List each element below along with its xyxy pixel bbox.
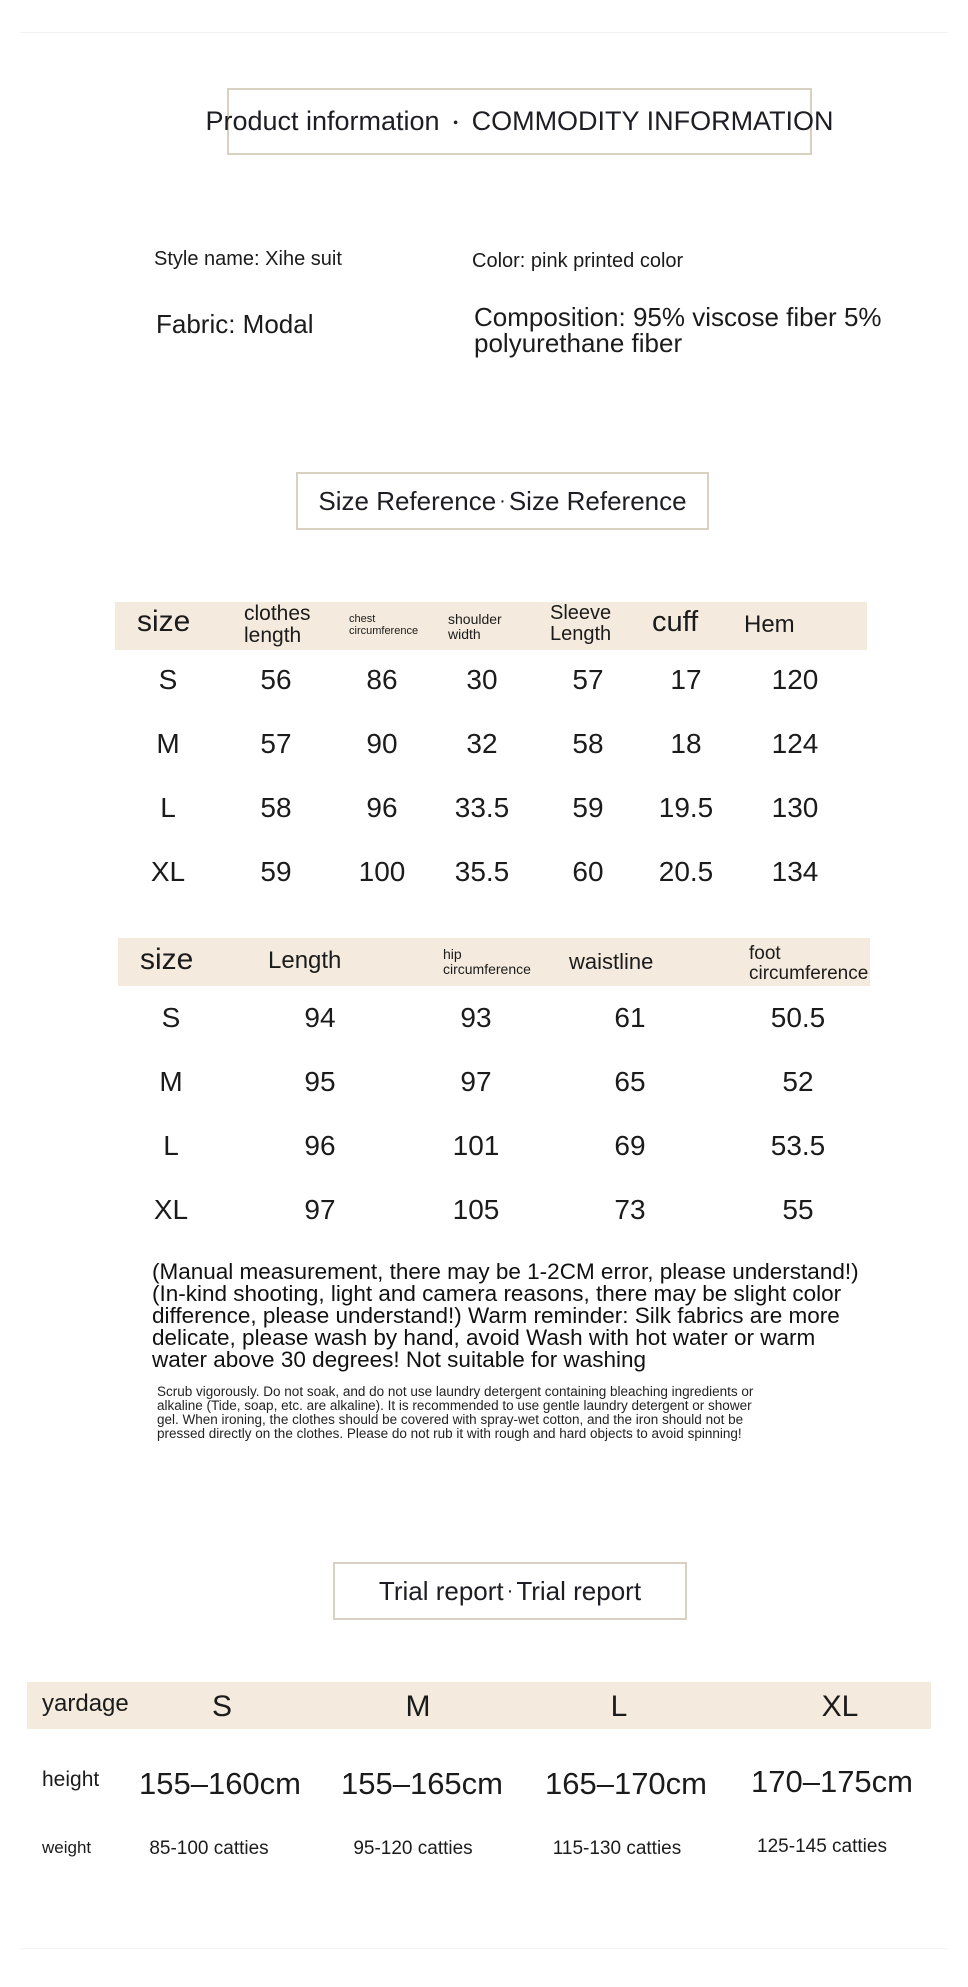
top-divider — [20, 32, 948, 33]
bottom-table-cell: 93 — [460, 1002, 492, 1033]
height-label: height — [42, 1768, 100, 1791]
top-header-size: size — [137, 605, 191, 638]
top-header-sleeve-line1: Sleeve — [550, 602, 612, 624]
trial-size-XL: XL — [821, 1690, 859, 1723]
top-table-cell: 20.5 — [658, 856, 714, 887]
bottom-header-waistline: waistline — [569, 949, 654, 974]
top-table-cell: 30 — [466, 664, 498, 695]
top-header-chest — [349, 614, 418, 637]
top-header-cuff: cuff — [652, 606, 699, 638]
trial-report-title-right: Trial report — [516, 1575, 642, 1606]
top-header-hem: Hem — [744, 611, 795, 638]
bottom-table-cell: M — [159, 1066, 183, 1097]
top-table-cell: 56 — [260, 664, 292, 695]
top-table-cell: 134 — [771, 856, 819, 887]
top-table-cell: 60 — [572, 856, 604, 887]
trial-height-L: 165–170cm — [544, 1766, 708, 1801]
fabric-info: Fabric: Modal — [156, 309, 314, 339]
fine-line-2: alkaline (Tide, soap, etc. are alkaline). It is recommended to use gentle laundry detergent or shower — [157, 1398, 752, 1413]
composition-line-1: Composition: 95% viscose fiber 5% — [474, 302, 882, 332]
top-table-cell: 86 — [366, 664, 398, 695]
top-header-chest-line2: circumference — [349, 624, 419, 637]
top-table-cell: 120 — [771, 664, 819, 695]
top-table-cell: 32 — [466, 728, 498, 759]
bottom-header-hip-line1: hip — [443, 946, 462, 962]
top-header-shoulder — [448, 612, 502, 641]
top-table-cell: 90 — [366, 728, 398, 759]
top-header-clothes-length-line1: clothes — [244, 602, 311, 625]
bottom-table-cell: 97 — [304, 1194, 336, 1225]
note-line-2: (In-kind shooting, light and camera reasons, there may be slight color — [152, 1281, 842, 1306]
top-table-cell: 35.5 — [454, 856, 510, 887]
top-table-cell: 59 — [572, 792, 604, 823]
bottom-table-cell: 53.5 — [770, 1130, 826, 1161]
washing-fine-print — [157, 1385, 857, 1441]
bottom-table-cell: 96 — [304, 1130, 336, 1161]
bottom-header-foot-line1: foot — [749, 943, 781, 964]
bottom-table-cell: 94 — [304, 1002, 336, 1033]
trial-table-header-band — [27, 1682, 931, 1729]
top-table-cell: 124 — [771, 728, 819, 759]
bottom-table-cell: 50.5 — [770, 1002, 826, 1033]
care-notes — [152, 1261, 912, 1371]
trial-height-S: 155–160cm — [138, 1766, 302, 1801]
trial-height-M: 155–165cm — [340, 1766, 504, 1801]
size-reference-title-right: Size Reference — [508, 485, 687, 516]
trial-weight-S: 85-100 catties — [149, 1838, 269, 1859]
trial-size-S: S — [211, 1690, 233, 1723]
size-reference-title-box — [296, 472, 709, 530]
product-info-title-left: Product information — [205, 106, 440, 136]
note-line-4: delicate, please wash by hand, avoid Wash with hot water or warm — [152, 1325, 816, 1350]
trial-size-L: L — [610, 1690, 628, 1723]
top-table-cell: 58 — [572, 728, 604, 759]
style-name: Style name: Xihe suit — [154, 248, 342, 270]
top-table-cell: 58 — [260, 792, 292, 823]
top-table-cell: 59 — [260, 856, 292, 887]
top-table-cell: 130 — [771, 792, 819, 823]
bottom-header-foot — [749, 944, 868, 984]
top-table-cell: L — [160, 792, 176, 823]
top-header-shoulder-line2: width — [448, 625, 481, 642]
bottom-table-cell: 105 — [452, 1194, 500, 1225]
trial-weight-M: 95-120 catties — [353, 1838, 473, 1859]
size-reference-title-separator: · — [499, 489, 506, 512]
bottom-table-cell: 95 — [304, 1066, 336, 1097]
trial-weight-XL: 125-145 catties — [757, 1836, 887, 1857]
top-table-cell: 33.5 — [454, 792, 510, 823]
bottom-table-cell: 101 — [452, 1130, 500, 1161]
note-line-5: water above 30 degrees! Not suitable for washing — [152, 1347, 647, 1372]
fine-line-3: gel. When ironing, the clothes should be covered with spray-wet cotton, and the iron should not be — [157, 1412, 744, 1427]
top-header-sleeve — [550, 603, 611, 645]
note-line-3: difference, please understand!) Warm reminder: Silk fabrics are more — [152, 1303, 840, 1328]
trial-size-M: M — [405, 1690, 431, 1723]
trial-height-XL: 170–175cm — [750, 1764, 914, 1799]
top-header-clothes-length — [244, 603, 311, 647]
top-table-cell: 100 — [358, 856, 406, 887]
bottom-header-hip-line2: circumference — [443, 960, 531, 977]
bottom-table-cell: 52 — [782, 1066, 814, 1097]
bottom-header-size: size — [140, 943, 194, 976]
top-table-cell: S — [158, 664, 178, 695]
note-line-1: (Manual measurement, there may be 1-2CM error, please understand!) — [152, 1259, 859, 1284]
trial-report-title-separator: · — [506, 1579, 514, 1602]
trial-weight-L: 115-130 catties — [552, 1838, 682, 1859]
size-reference-title-left: Size Reference — [318, 485, 497, 516]
trial-report-title-box — [333, 1562, 687, 1620]
top-table-cell: 17 — [670, 664, 702, 695]
bottom-table-cell: XL — [153, 1194, 189, 1225]
bottom-table-cell: 61 — [614, 1002, 646, 1033]
top-header-shoulder-line1: shoulder — [448, 611, 502, 627]
bottom-table-cell: 73 — [614, 1194, 646, 1225]
weight-label: weight — [42, 1838, 92, 1857]
bottom-table-cell: S — [161, 1002, 181, 1033]
bottom-table-cell: 65 — [614, 1066, 646, 1097]
top-header-clothes-length-line2: length — [244, 624, 302, 648]
trial-report-title-left: Trial report — [378, 1575, 504, 1606]
yardage-label: yardage — [42, 1690, 129, 1717]
fine-line-4: pressed directly on the clothes. Please do not rub it with rough and hard objects to avoid spinning! — [157, 1426, 742, 1441]
composition-line-2: polyurethane fiber — [474, 328, 683, 358]
fine-line-1: Scrub vigorously. Do not soak, and do not use laundry detergent containing bleaching ingredients or — [157, 1384, 754, 1399]
product-info-title-box — [205, 88, 834, 155]
bottom-header-hip — [443, 947, 531, 976]
bottom-table-cell: 97 — [460, 1066, 492, 1097]
top-header-chest-line1: chest — [349, 613, 376, 625]
top-table-cell: XL — [150, 856, 186, 887]
top-table-cell: 19.5 — [658, 792, 714, 823]
top-table-cell: 57 — [260, 728, 292, 759]
top-header-sleeve-line2: Length — [550, 623, 612, 645]
product-info-title-separator: ・ — [445, 113, 466, 135]
bottom-table-cell: 55 — [782, 1194, 814, 1225]
top-table-cell: M — [156, 728, 180, 759]
bottom-header-foot-line2: circumference — [749, 962, 869, 984]
top-table-cell: 18 — [670, 728, 702, 759]
bottom-header-length: Length — [268, 947, 342, 974]
color-info: Color: pink printed color — [472, 250, 684, 272]
product-info-title-right: COMMODITY INFORMATION — [471, 106, 834, 136]
bottom-table-cell: L — [163, 1130, 179, 1161]
top-table-cell: 57 — [572, 664, 604, 695]
bottom-divider — [20, 1948, 948, 1949]
top-table-cell: 96 — [366, 792, 398, 823]
bottom-table-cell: 69 — [614, 1130, 646, 1161]
